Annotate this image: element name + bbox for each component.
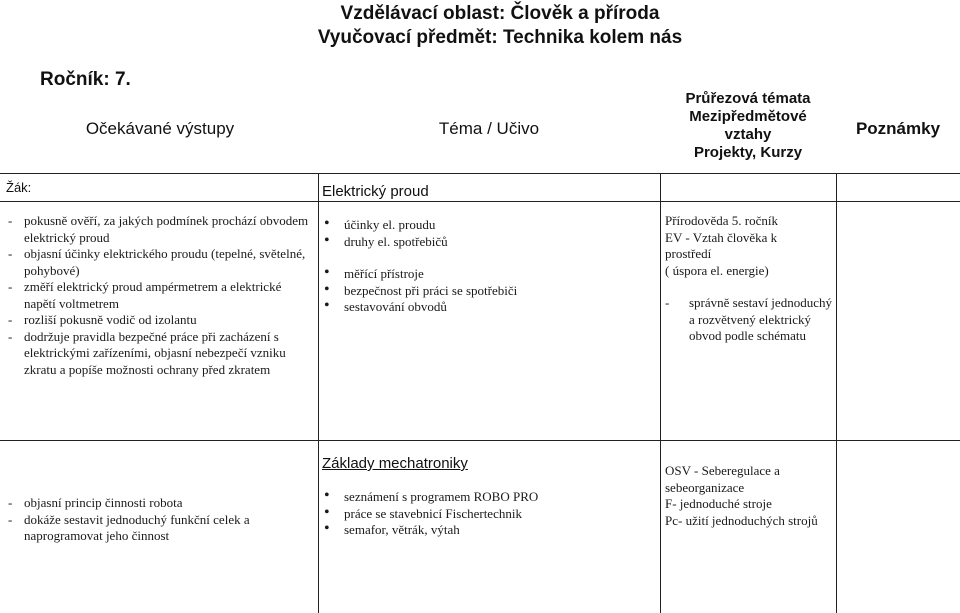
cross-header-line: Projekty, Kurzy bbox=[693, 144, 803, 161]
list-item: • práce se stavebnicí Fischertechnik bbox=[318, 506, 648, 523]
outcomes-list bbox=[0, 495, 312, 545]
cross-topic-line: sebeorganizace bbox=[665, 479, 745, 495]
column-header-cross-topics bbox=[660, 90, 836, 162]
list-item: - dokáže sestavit jednoduchý funkční celek a naprogramovat jeho činnost bbox=[0, 512, 312, 545]
topic-title-electric-current: Elektrický proud bbox=[322, 183, 429, 200]
student-label: Žák: bbox=[6, 180, 32, 195]
list-item: - rozliší pokusně vodič od izolantu bbox=[0, 312, 312, 329]
list-item: • bezpečnost při práci se spotřebiči bbox=[318, 283, 648, 300]
list-item: • měřící přístroje bbox=[318, 266, 648, 283]
cross-topic-line: OSV - Seberegulace a bbox=[665, 463, 780, 478]
column-divider bbox=[660, 173, 661, 613]
list-item: - změří elektrický proud ampérmetrem a elektrické napětí voltmetrem bbox=[0, 279, 312, 312]
list-item: - pokusně ověří, za jakých podmínek prochází obvodem elektrický proud bbox=[0, 213, 312, 246]
list-item: - objasní účinky elektrického proudu (tepelné, světelné, pohybové) bbox=[0, 246, 312, 279]
list-item: • sestavování obvodů bbox=[318, 299, 648, 316]
area-title: Vzdělávací oblast: Člověk a příroda bbox=[340, 3, 660, 24]
list-item: • semafor, větrák, výtah bbox=[318, 522, 648, 539]
cross-topic-item: - správně sestaví jednoduchý a rozvětvený elektrický obvod podle schématu bbox=[665, 295, 832, 343]
column-header-notes: Poznámky bbox=[855, 119, 941, 138]
row-divider bbox=[0, 201, 960, 202]
cross-topic-item-text: správně sestaví jednoduchý a rozvětvený elektrický obvod podle schématu bbox=[689, 295, 832, 343]
list-item: • seznámení s programem ROBO PRO bbox=[318, 489, 648, 506]
cross-header-line: Průřezová témata bbox=[685, 90, 811, 107]
cross-topic-line: F- jednoduché stroje bbox=[665, 496, 772, 511]
list-item: • účinky el. proudu bbox=[318, 217, 648, 234]
column-header-topic: Téma / Učivo bbox=[438, 119, 540, 138]
grade-label: Ročník: 7. bbox=[40, 69, 131, 90]
cross-header-line: Mezipředmětové bbox=[689, 108, 807, 125]
cross-topics-cell bbox=[665, 213, 833, 345]
topic-list bbox=[318, 217, 648, 316]
cross-header-line: vztahy bbox=[724, 126, 772, 143]
outcomes-list bbox=[0, 213, 312, 378]
list-item: • druhy el. spotřebičů bbox=[318, 234, 648, 251]
topic-title-mechatronics: Základy mechatroniky bbox=[322, 455, 468, 472]
list-item: - objasní princip činnosti robota bbox=[0, 495, 312, 512]
cross-topic-line: ( úspora el. energie) bbox=[665, 262, 769, 278]
column-divider bbox=[836, 173, 837, 613]
row-divider bbox=[0, 440, 960, 441]
header-divider bbox=[0, 173, 960, 174]
column-header-outcomes: Očekávané výstupy bbox=[85, 119, 235, 138]
cross-topic-line: Přírodověda 5. ročník bbox=[665, 213, 779, 228]
cross-topic-line: prostředí bbox=[665, 246, 712, 261]
topic-list bbox=[318, 489, 648, 539]
cross-topic-line: EV - Vztah člověka k bbox=[665, 229, 778, 245]
cross-topic-line: Pc- užití jednoduchých strojů bbox=[665, 512, 818, 528]
subject-title: Vyučovací předmět: Technika kolem nás bbox=[317, 27, 683, 48]
list-item: - dodržuje pravidla bezpečné práce při zacházení s elektrickými zařízeními, objasní nebezpečí vzniku zkratu a popíše možnosti ochrany před zkratem bbox=[0, 329, 312, 379]
cross-topics-cell bbox=[665, 463, 840, 529]
